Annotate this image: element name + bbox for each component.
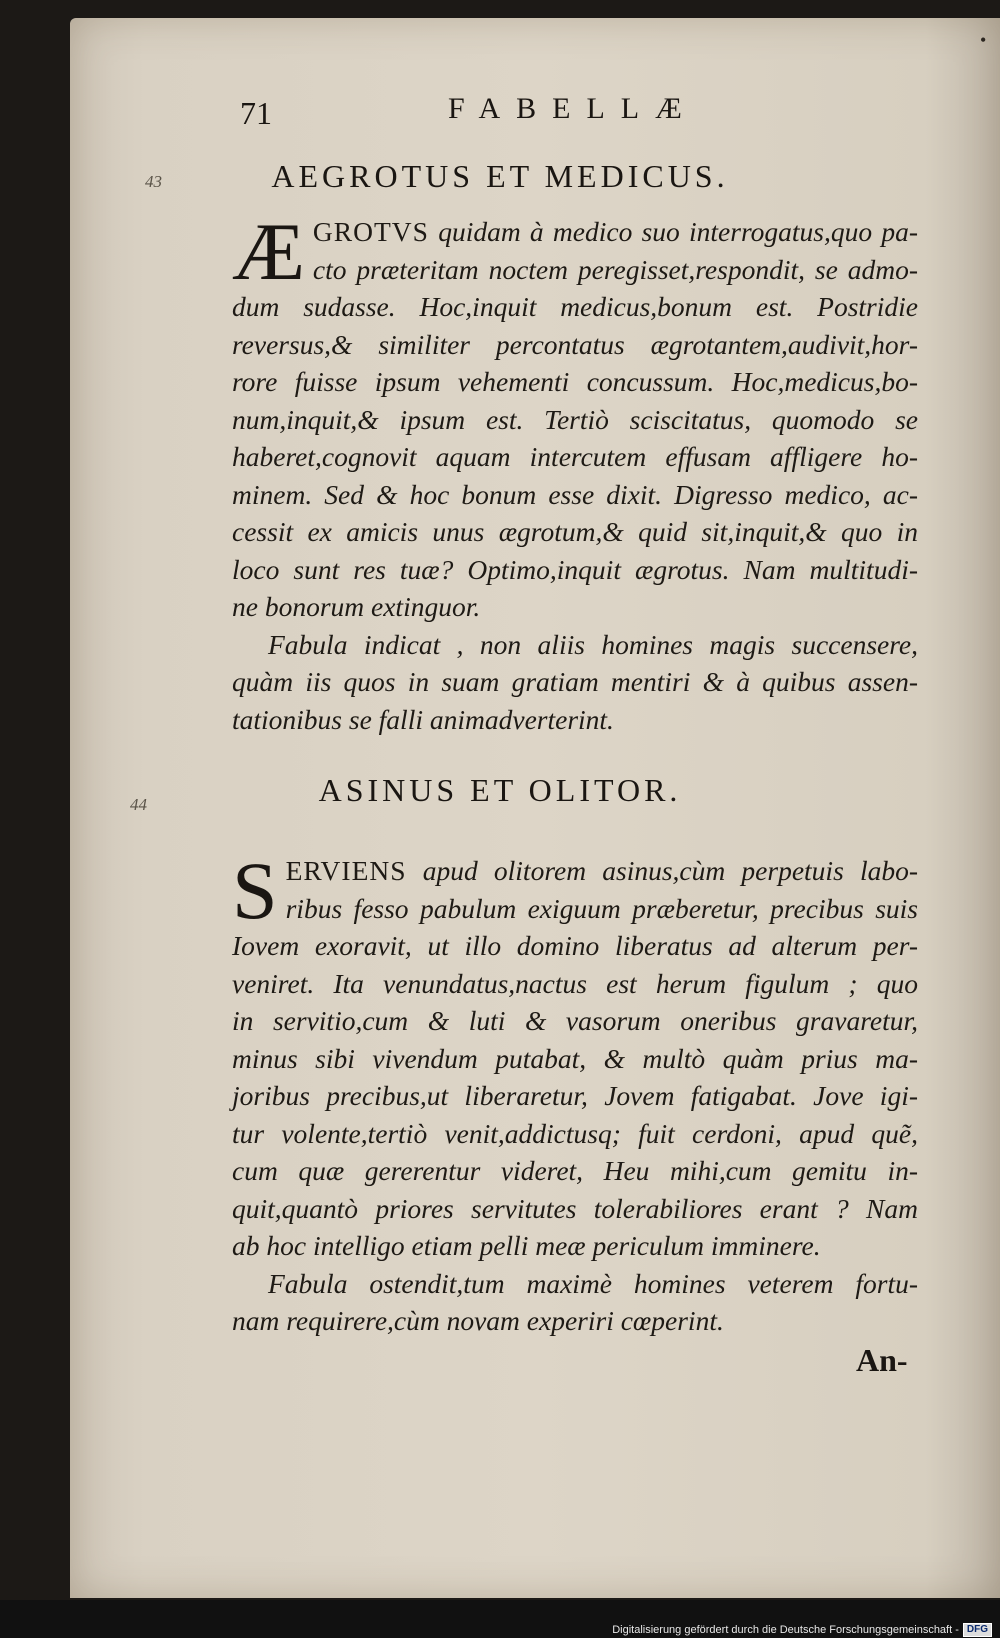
body-line: ab hoc intelligo etiam pelli meæ periculum imminere.: [232, 1230, 821, 1261]
body-line: ribus fesso pabulum exiguum præberetur, precibus suis: [285, 892, 918, 924]
body-line: cum quæ gererentur videret, Heu mihi,cum gemitu in-: [232, 1155, 918, 1186]
body-line: cessit ex amicis unus ægrotum,& quid sit,inquit,& quo in: [232, 516, 918, 547]
page-number: 71: [240, 95, 272, 131]
body-line: rore fuisse ipsum vehementi concussum. Hoc,medicus,bo-: [232, 366, 918, 397]
body-line: quit,quantò priores servitutes tolerabiliores erant ? Nam: [232, 1192, 918, 1224]
fable-body-1: [232, 206, 919, 738]
body-line: ERVIENS apud olitorem asinus,cùm perpetuis labo-: [285, 855, 919, 886]
body-line: haberet,cognovit aquam intercutem effusam affligere ho-: [232, 441, 918, 472]
moral-line: Fabula ostendit,tum maximè homines veterem fortu-: [268, 1267, 918, 1299]
moral-line: Fabula indicat , non aliis homines magis succensere,: [268, 628, 918, 660]
catchword: An-: [856, 1342, 908, 1378]
fable-body-2: [232, 845, 919, 1340]
body-line: cto præteritam noctem peregisset,respondit, se admo-: [312, 253, 918, 285]
moral-line: nam requirere,cùm novam experiri cœperint.: [232, 1305, 724, 1336]
dropcap-ae: Æ: [232, 206, 305, 297]
page-edge-mark: •: [980, 30, 987, 50]
body-line: minem. Sed & hoc bonum esse dixit. Digresso medico, ac-: [232, 478, 918, 510]
fable-title-1: AEGROTUS ET MEDICUS.: [271, 158, 729, 194]
body-line: reversus,& similiter percontatus ægrotantem,audivit,hor-: [232, 328, 918, 360]
body-line: loco sunt res tuæ? Optimo,inquit ægrotus. Nam multitudi-: [232, 553, 918, 585]
dfg-logo: DFG: [963, 1623, 992, 1637]
digitization-credit: [612, 1623, 992, 1637]
body-line: tur volente,tertiò venit,addictusq; fuit cerdoni, apud quẽ,: [232, 1117, 918, 1149]
body-line: veniret. Ita venundatus,nactus est herum figulum ; quo: [232, 967, 918, 999]
body-line: GROTVS quidam à medico suo interrogatus,quo pa-: [312, 216, 919, 247]
running-head: FABELLÆ: [448, 92, 698, 125]
body-line: dum sudasse. Hoc,inquit medicus,bonum est. Postridie: [232, 291, 918, 322]
body-line: num,inquit,& ipsum est. Tertiò sciscitatus, quomodo se: [232, 403, 918, 435]
credit-text: Digitalisierung gefördert durch die Deutsche Forschungsgemeinschaft -: [612, 1624, 959, 1636]
moral-line: tationibus se falli animadverterint.: [232, 703, 614, 735]
body-line: joribus precibus,ut liberaretur, Jovem fatigabat. Jove igi-: [232, 1080, 918, 1111]
dropcap-s: S: [232, 845, 278, 936]
body-line: Iovem exoravit, ut illo domino liberatus ad alterum per-: [232, 930, 918, 961]
body-line: ne bonorum extinguor.: [232, 591, 481, 622]
body-line: minus sibi vivendum putabat, & multò quàm prius ma-: [232, 1042, 918, 1074]
moral-line: quàm iis quos in suam gratiam mentiri & à quibus assen-: [232, 666, 918, 697]
fable-title-2: ASINUS ET OLITOR.: [318, 772, 682, 808]
margin-note-2: 44: [130, 795, 147, 814]
margin-note-1: 43: [145, 172, 162, 191]
body-line: in servitio,cum & luti & vasorum oneribus gravaretur,: [232, 1005, 918, 1036]
